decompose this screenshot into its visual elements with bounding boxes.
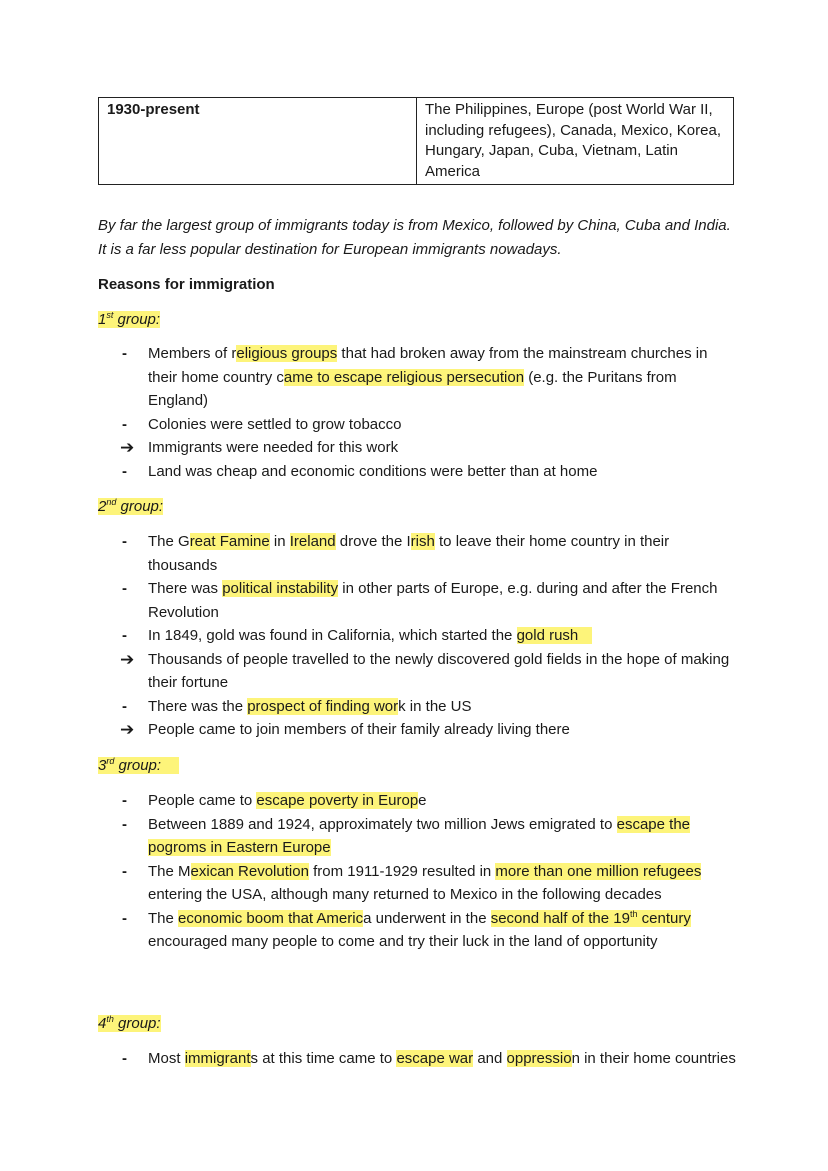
arrow-icon: ➔ xyxy=(120,720,135,739)
list-item: ➔ People came to join members of their family already living there xyxy=(0,718,828,742)
arrow-icon: ➔ xyxy=(120,438,135,457)
group-ordinal: st xyxy=(106,310,114,320)
list-item: ➔ Immigrants were needed for this work xyxy=(0,436,828,460)
arrow-icon: ➔ xyxy=(120,649,135,669)
dash-bullet: - xyxy=(122,815,127,833)
highlight: prospect of finding wor xyxy=(247,697,399,715)
group-1-list xyxy=(0,342,828,483)
highlight: exican Revolution xyxy=(190,862,309,880)
highlight: immigrant xyxy=(184,1050,251,1067)
group-3-list xyxy=(0,789,828,954)
group-3-heading xyxy=(98,755,179,777)
highlight: escape poverty in Europ xyxy=(256,792,419,809)
group-number: 4 xyxy=(98,1015,107,1032)
group-number: 3 xyxy=(98,757,107,774)
group-number: 2 xyxy=(98,498,107,515)
highlight: oppressio xyxy=(506,1050,572,1067)
highlight: Ireland xyxy=(289,533,336,550)
list-item: - The Great Famine in Ireland drove the Irish to leave their home country in their thousands xyxy=(0,530,828,577)
group-4-list xyxy=(0,1047,828,1071)
dash-bullet: - xyxy=(122,627,127,644)
group-label: group: xyxy=(120,498,164,515)
dash-bullet: - xyxy=(122,697,127,715)
group-2-list xyxy=(0,530,828,742)
list-item: - People came to escape poverty in Europe xyxy=(0,789,828,813)
highlight: political instability xyxy=(222,580,339,597)
dash-bullet: - xyxy=(122,415,127,433)
list-item: - Members of religious groups that had broken away from the mainstream churches in their home country came to escape religious persecution (e.g. the Puritans from England) xyxy=(0,342,828,413)
list-item: - The Mexican Revolution from 1911-1929 resulted in more than one million refugees entering the USA, although many returned to Mexico in the following decades xyxy=(0,860,828,907)
highlight: more than one million refugees xyxy=(495,862,702,880)
highlight: eligious groups xyxy=(236,345,338,362)
group-ordinal: rd xyxy=(106,756,115,766)
highlight xyxy=(578,627,592,644)
group-1-heading xyxy=(98,309,160,331)
group-label: group: xyxy=(118,1015,161,1032)
highlight: second half of the 19th century xyxy=(490,908,691,927)
dash-bullet: - xyxy=(122,792,127,809)
dash-bullet: - xyxy=(122,345,127,362)
list-item: - Land was cheap and economic conditions were better than at home xyxy=(0,460,828,484)
highlight: economic boom that Americ xyxy=(178,909,364,927)
group-label: group: xyxy=(117,311,161,328)
dash-bullet: - xyxy=(122,1050,127,1067)
group-number: 1 xyxy=(98,311,107,328)
dash-bullet: - xyxy=(122,909,127,927)
highlight: rish xyxy=(410,533,435,550)
group-2-heading xyxy=(98,496,163,518)
section-heading: Reasons for immigration xyxy=(98,276,275,293)
immigration-era-table xyxy=(98,97,734,185)
list-item: - The economic boom that America underwent in the second half of the 19th century encouraged many people to come and try their luck in the land of opportunity xyxy=(122,908,691,950)
period-cell: 1930-present xyxy=(99,98,417,185)
dash-bullet: - xyxy=(122,462,127,480)
dash-bullet: - xyxy=(122,862,127,880)
group-label: group: xyxy=(118,757,162,774)
group-4-heading xyxy=(98,1013,161,1035)
dash-bullet: - xyxy=(122,533,127,550)
group-ordinal: th xyxy=(106,1014,114,1024)
origins-cell: The Philippines, Europe (post World War II, including refugees), Canada, Mexico, Korea, Hungary, Japan, Cuba, Vietnam, Latin America xyxy=(417,98,734,185)
list-item: - Most immigrants at this time came to escape war and oppression in their home countries xyxy=(0,1047,828,1071)
list-item: - Between 1889 and 1924, approximately two million Jews emigrated to escape the pogroms in Eastern Europe xyxy=(0,813,828,860)
list-item: - Colonies were settled to grow tobacco xyxy=(0,413,828,437)
dash-bullet: - xyxy=(122,580,127,597)
intro-paragraph: By far the largest group of immigrants today is from Mexico, followed by China, Cuba and India. It is a far less popular destination for European immigrants nowadays. xyxy=(98,217,731,258)
list-item: - In 1849, gold was found in California, which started the gold rush xyxy=(0,624,828,648)
highlight: ame to escape religious persecution xyxy=(283,368,525,386)
highlight: reat Famine xyxy=(189,533,270,550)
table-row xyxy=(99,98,734,185)
list-item: ➔ Thousands of people travelled to the newly discovered gold fields in the hope of making their fortune xyxy=(120,649,730,691)
highlight: escape the pogroms in Eastern Europe xyxy=(148,815,690,856)
highlight: gold rush xyxy=(516,627,579,644)
group-ordinal: nd xyxy=(106,497,117,507)
list-item: - There was the prospect of finding work in the US xyxy=(0,695,828,719)
highlight: escape war xyxy=(396,1050,474,1067)
list-item: - There was political instability in other parts of Europe, e.g. during and after the French Revolution xyxy=(0,577,828,624)
